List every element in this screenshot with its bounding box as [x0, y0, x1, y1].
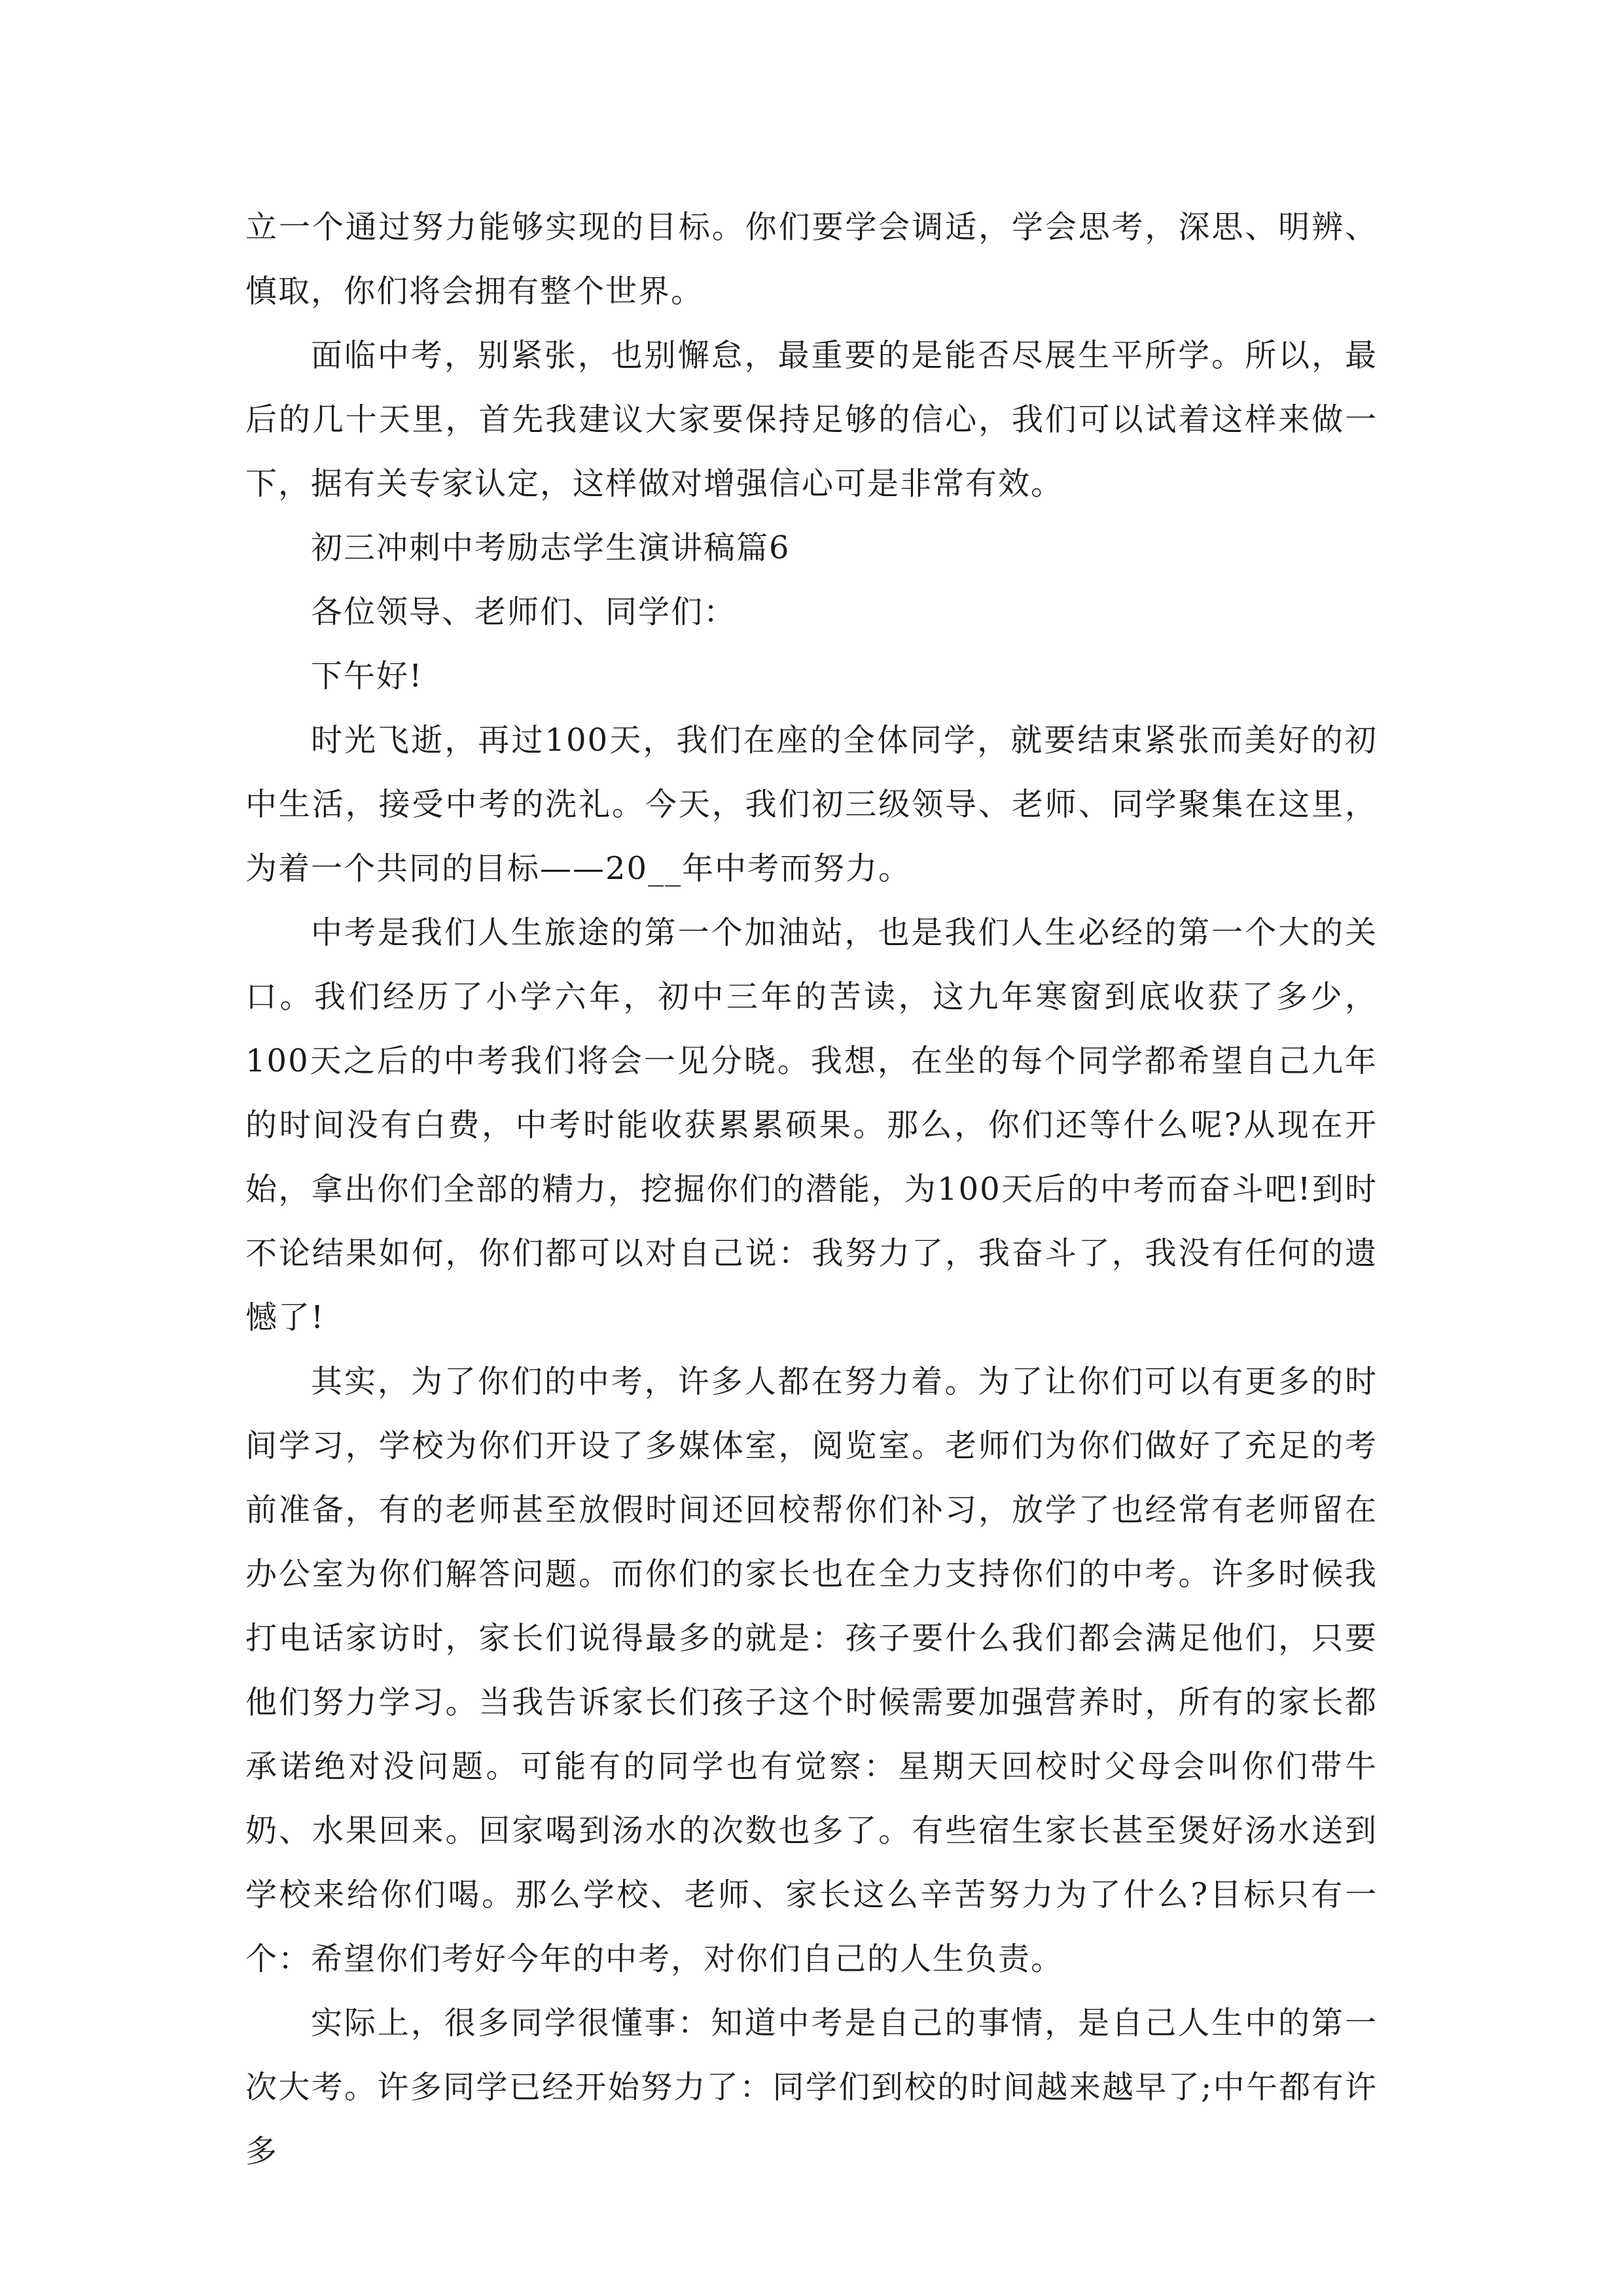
paragraph-exam-milestone: 中考是我们人生旅途的第一个加油站，也是我们人生必经的第一个大的关口。我们经历了小学六年，初中三年的苦读，这九年寒窗到底收获了多少，100天之后的中考我们将会一见分晓。我想，在坐的每个同学都希望自己九年的时间没有白费，中考时能收获累累硕果。那么，你们还等什么呢?从现在开始，拿出你们全部的精力，挖掘你们的潜能，为100天后的中考而奋斗吧!到时不论结果如何，你们都可以对自己说：我努力了，我奋斗了，我没有任何的遗憾了!: [245, 914, 1378, 1336]
paragraph-exam-confidence: 面临中考，别紧张，也别懈怠，最重要的是能否尽展生平所学。所以，最后的几十天里，首先我建议大家要保持足够的信心，我们可以试着这样来做一下，据有关专家认定，这样做对增强信心可是非常有效。: [245, 337, 1378, 502]
paragraph-students-effort: 实际上，很多同学很懂事：知道中考是自己的事情，是自己人生中的第一次大考。许多同学已经开始努力了：同学们到校的时间越来越早了;中午都有许多: [245, 2005, 1378, 2170]
paragraph-continuation: 立一个通过努力能够实现的目标。你们要学会调适，学会思考，深思、明辨、慎取，你们将会拥有整个世界。: [245, 209, 1378, 310]
greeting: 下午好!: [311, 658, 423, 694]
salutation: 各位领导、老师们、同学们：: [311, 594, 737, 630]
section-heading: 初三冲刺中考励志学生演讲稿篇6: [311, 529, 791, 566]
paragraph-time-flies: 时光飞逝，再过100天，我们在座的全体同学，就要结束紧张而美好的初中生活，接受中考的洗礼。今天，我们初三级领导、老师、同学聚集在这里，为着一个共同的目标——20__年中考而努力。: [245, 722, 1378, 887]
document-body: [245, 195, 1378, 2183]
paragraph-support: 其实，为了你们的中考，许多人都在努力着。为了让你们可以有更多的时间学习，学校为你们开设了多媒体室，阅览室。老师们为你们做好了充足的考前准备，有的老师甚至放假时间还回校帮你们补习，放学了也经常有老师留在办公室为你们解答问题。而你们的家长也在全力支持你们的中考。许多时候我打电话家访时，家长们说得最多的就是：孩子要什么我们都会满足他们，只要他们努力学习。当我告诉家长们孩子这个时候需要加强营养时，所有的家长都承诺绝对没问题。可能有的同学也有觉察：星期天回校时父母会叫你们带牛奶、水果回来。回家喝到汤水的次数也多了。有些宿生家长甚至煲好汤水送到学校来给你们喝。那么学校、老师、家长这么辛苦努力为了什么?目标只有一个：希望你们考好今年的中考，对你们自己的人生负责。: [245, 1363, 1378, 1977]
